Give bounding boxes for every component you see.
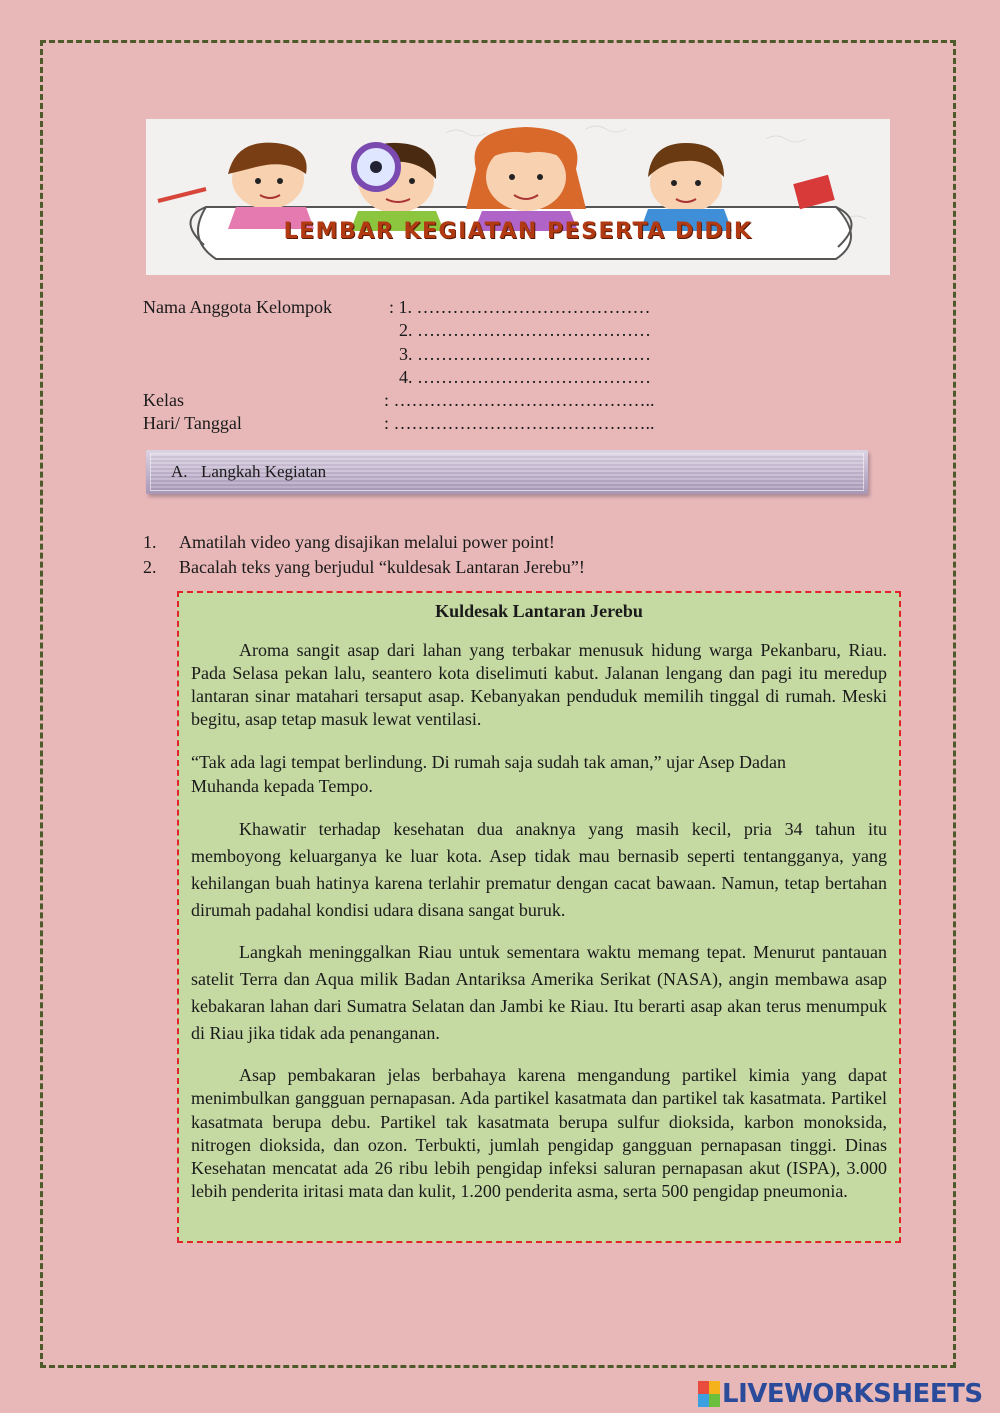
reading-paragraph-3: Khawatir terhadap kesehatan dua anaknya yang masih kecil, pria 34 tahun itu memboyong keluarganya ke luar kota. Asep tidak mau bernasib seperti tentangganya, yang kehilangan buah hatinya karena terlahir prematur dengan cacat bawaan. Namun, tetap bertahan dirumah padahal kondisi udara disana sangat buruk.: [191, 819, 887, 920]
step-text: Bacalah teks yang berjudul “kuldesak Lantaran Jerebu”!: [179, 557, 585, 577]
reading-paragraph-4: Langkah meninggalkan Riau untuk sementara waktu memang tepat. Menurut pantauan satelit Terra dan Aqua milik Badan Antariksa Amerika Serikat (NASA), angin membawa asap kebakaran lahan dari Sumatra Selatan dan Jambi ke Riau. Itu berarti asap akan terus menumpuk di Riau jika tidak ada penanganan.: [191, 942, 887, 1043]
step-number: 2.: [143, 557, 157, 577]
tanggal-label: Hari/ Tanggal: [143, 413, 242, 433]
kid-2: [350, 143, 444, 231]
tanggal-field[interactable]: : ……………………………………..: [384, 413, 655, 433]
members-label: Nama Anggota Kelompok: [143, 297, 332, 317]
kelas-field[interactable]: : ……………………………………..: [384, 390, 655, 410]
reading-paragraph-5: Asap pembakaran jelas berbahaya karena mengandung partikel kimia yang dapat menimbulkan gangguan pernapasan. Ada partikel kasatmata dan partikel tak kasatmata. Partikel kasatmata berupa debu. Partikel tak kasatmata berupa sulfur dioksida, karbon monoksida, nitrogen dioksida, dan ozon. Terbukti, jumlah pengidap gangguan pernapasan tinggi. Dinas Kesehatan mencatat ada 26 ribu lebih pengidap infeksi saluran pernapasan akut (ISPA), 3.000 lebih penderita iritasi mata dan kulit, 1.200 penderita asma, serta 500 pengidap pneumonia.: [191, 1065, 887, 1202]
reading-paragraph-2: “Tak ada lagi tempat berlindung. Di rumah saja sudah tak aman,” ujar Asep Dadan Muhanda kepada Tempo.: [191, 752, 787, 796]
section-number: A.: [171, 462, 188, 481]
step-number: 1.: [143, 532, 157, 552]
kelas-label: Kelas: [143, 390, 184, 410]
kid-3: [466, 127, 586, 231]
children-illustration: [146, 119, 890, 275]
header-banner: [146, 119, 890, 275]
banner-title: LEMBAR KEGIATAN PESERTA DIDIK: [283, 219, 753, 244]
watermark-text: LIVEWORKSHEETS: [722, 1379, 983, 1409]
reading-title: Kuldesak Lantaran Jerebu: [435, 601, 643, 621]
step-item-2: [143, 557, 585, 578]
section-title: Langkah Kegiatan: [201, 462, 327, 481]
member-line-1[interactable]: : 1. …………………………………: [389, 297, 651, 317]
member-line-2[interactable]: 2. …………………………………: [399, 320, 651, 340]
member-line-4[interactable]: 4. …………………………………: [399, 367, 651, 387]
reading-passage: [177, 591, 901, 1243]
reading-paragraph-1: Aroma sangit asap dari lahan yang terbakar menusuk hidung warga Pekanbaru, Riau. Pada Selasa pekan lalu, seantero kota diselimuti kabut. Jalanan lengang dan pagi itu meredup lantaran sinar matahari tersaput asap. Kebanyakan penduduk memilih tinggal di rumah. Meski begitu, asap tetap masuk lewat ventilasi.: [191, 640, 887, 729]
kid-1: [158, 143, 314, 229]
step-item-1: [143, 532, 555, 553]
member-line-3[interactable]: 3. …………………………………: [399, 344, 651, 364]
step-text: Amatilah video yang disajikan melalui power point!: [179, 532, 555, 552]
section-header: [146, 450, 868, 494]
liveworksheets-watermark: [698, 1379, 983, 1409]
liveworksheets-logo-icon: [698, 1381, 720, 1407]
